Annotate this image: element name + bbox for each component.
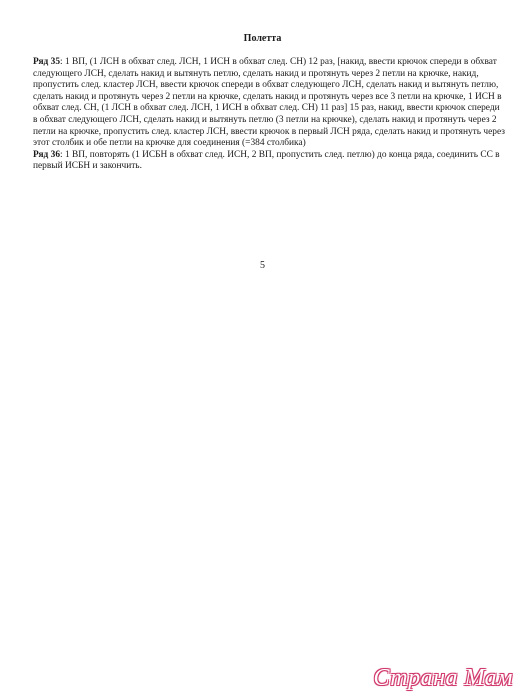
row-text: : 1 ВП, повторять (1 ИСБН в обхват след. ИСН, 2 ВП, пропустить след. петлю) до конца ряда, соединить СС в первый ИСБН и закончить.: [33, 149, 500, 172]
document-body: [33, 57, 505, 173]
paragraph-row-36: [33, 150, 505, 173]
row-text: : 1 ВП, (1 ЛСН в обхват след. ЛСН, 1 ИСН в обхват след. СН) 12 раз, [накид, ввести крючок спереди в обхват следующего ЛСН, сделать накид и вытянуть петлю, сделать накид и протянуть через 2 петли на крючке, накид, пропустить след. кластер ЛСН, ввести крючок спереди в обхват следующего ЛСН, сделать накид и вытянуть петлю, сделать накид и протянуть через 2 петли на крючке, сделать накид и протянуть через все 3 петли на крючке, 1 ИСН в обхват след. СН, (1 ЛСН в обхват след. ЛСН, 1 ИСН в обхват след. СН) 11 раз] 15 раз, накид, ввести крючок спереди в обхват следующего ЛСН, сделать накид и вытянуть петлю (3 петли на крючке), сделать накид и протянуть через 2 петли на крючке, пропустить след. кластер ЛСН, ввести крючок в первый ЛСН ряда, сделать накид и протянуть через этот столбик и обе петли на крючке для соединения (=384 столбика): [33, 57, 505, 149]
row-label: Ряд 36: [33, 149, 61, 160]
page-number: 5: [260, 260, 265, 271]
paragraph-row-35: [33, 57, 505, 150]
page-title: Полетта: [243, 33, 282, 44]
watermark: Страна Мам: [373, 665, 513, 691]
row-label: Ряд 35: [33, 57, 61, 67]
